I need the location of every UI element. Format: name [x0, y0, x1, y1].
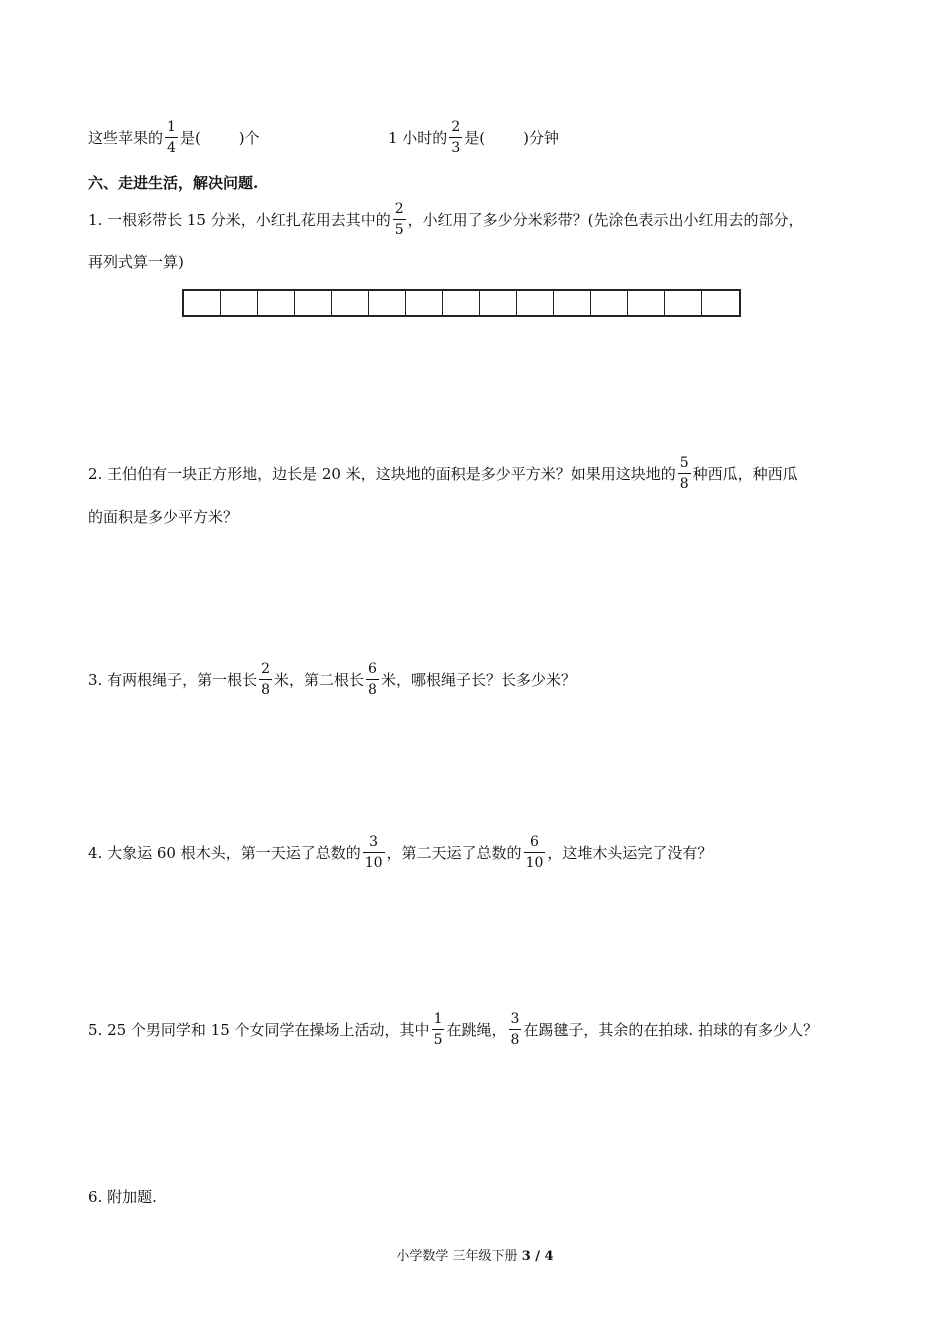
question-6: 6. 附加题.: [88, 1188, 157, 1206]
strip-cell[interactable]: [554, 291, 591, 315]
question-2: 2. 王伯伯有一块正方形地，边长是 20 米，这块地的面积是多少平方米？如果用这块地的 $\frac{5}{8}$ 种西瓜，种西瓜: [88, 455, 798, 492]
page-number: 3 / 4: [521, 1249, 554, 1264]
strip-cell[interactable]: [628, 291, 665, 315]
fraction-5-8: $\frac{5}{8}$: [679, 455, 689, 492]
fraction-6-10: $\frac{6}{10}$: [525, 834, 544, 871]
strip-cell[interactable]: [258, 291, 295, 315]
section-title: 六、走进生活，解决问题.: [88, 174, 259, 192]
fraction-1-5: $\frac{1}{5}$: [433, 1011, 443, 1048]
fraction-3-10: $\frac{3}{10}$: [364, 834, 383, 871]
strip-cell[interactable]: [517, 291, 554, 315]
question-3: 3. 有两根绳子，第一根长 $\frac{2}{8}$ 米，第二根长 $\frac{6}{8}$ 米，哪根绳子长？长多少米？: [88, 661, 576, 698]
hour-fraction-question: 1 小时的 $\frac{2}{3}$ 是( )分钟: [388, 119, 559, 156]
fraction-3-8: $\frac{3}{8}$: [510, 1011, 520, 1048]
fraction-2-3: $\frac{2}{3}$: [451, 119, 461, 156]
apples-fraction-question: 这些苹果的 $\frac{1}{4}$ 是( )个: [88, 119, 260, 156]
strip-cell[interactable]: [480, 291, 517, 315]
fraction-2-8: $\frac{2}{8}$: [261, 661, 271, 698]
question-4: 4. 大象运 60 根木头，第一天运了总数的 $\frac{3}{10}$ ，第二天运了总数的 $\frac{6}{10}$ ，这堆木头运完了没有？: [88, 834, 713, 871]
page-footer: 小学数学 三年级下册 3 / 4: [396, 1249, 554, 1264]
strip-cell[interactable]: [184, 291, 221, 315]
strip-cell[interactable]: [332, 291, 369, 315]
strip-cell[interactable]: [369, 291, 406, 315]
fraction-1-4: $\frac{1}{4}$: [167, 119, 176, 156]
question-1: 1. 一根彩带长 15 分米，小红扎花用去其中的 $\frac{2}{5}$ ，小红用了多少分米彩带？(先涂色表示出小红用去的部分，: [88, 201, 804, 238]
strip-cell[interactable]: [702, 291, 739, 315]
question-1-line-2: 再列式算一算): [88, 253, 184, 271]
strip-cell[interactable]: [665, 291, 702, 315]
ribbon-strip[interactable]: [182, 289, 741, 317]
question-2-line-2: 的面积是多少平方米？: [88, 508, 239, 526]
question-5: 5. 25 个男同学和 15 个女同学在操场上活动，其中 $\frac{1}{5}$ 在跳绳， $\frac{3}{8}$ 在踢毽子，其余的在拍球. 拍球的有多少人？: [88, 1011, 818, 1048]
strip-cell[interactable]: [443, 291, 480, 315]
strip-cell[interactable]: [406, 291, 443, 315]
strip-cell[interactable]: [591, 291, 628, 315]
strip-cell[interactable]: [295, 291, 332, 315]
fraction-2-5: $\frac{2}{5}$: [394, 201, 404, 238]
strip-cell[interactable]: [221, 291, 258, 315]
fraction-6-8: $\frac{6}{8}$: [368, 661, 377, 698]
